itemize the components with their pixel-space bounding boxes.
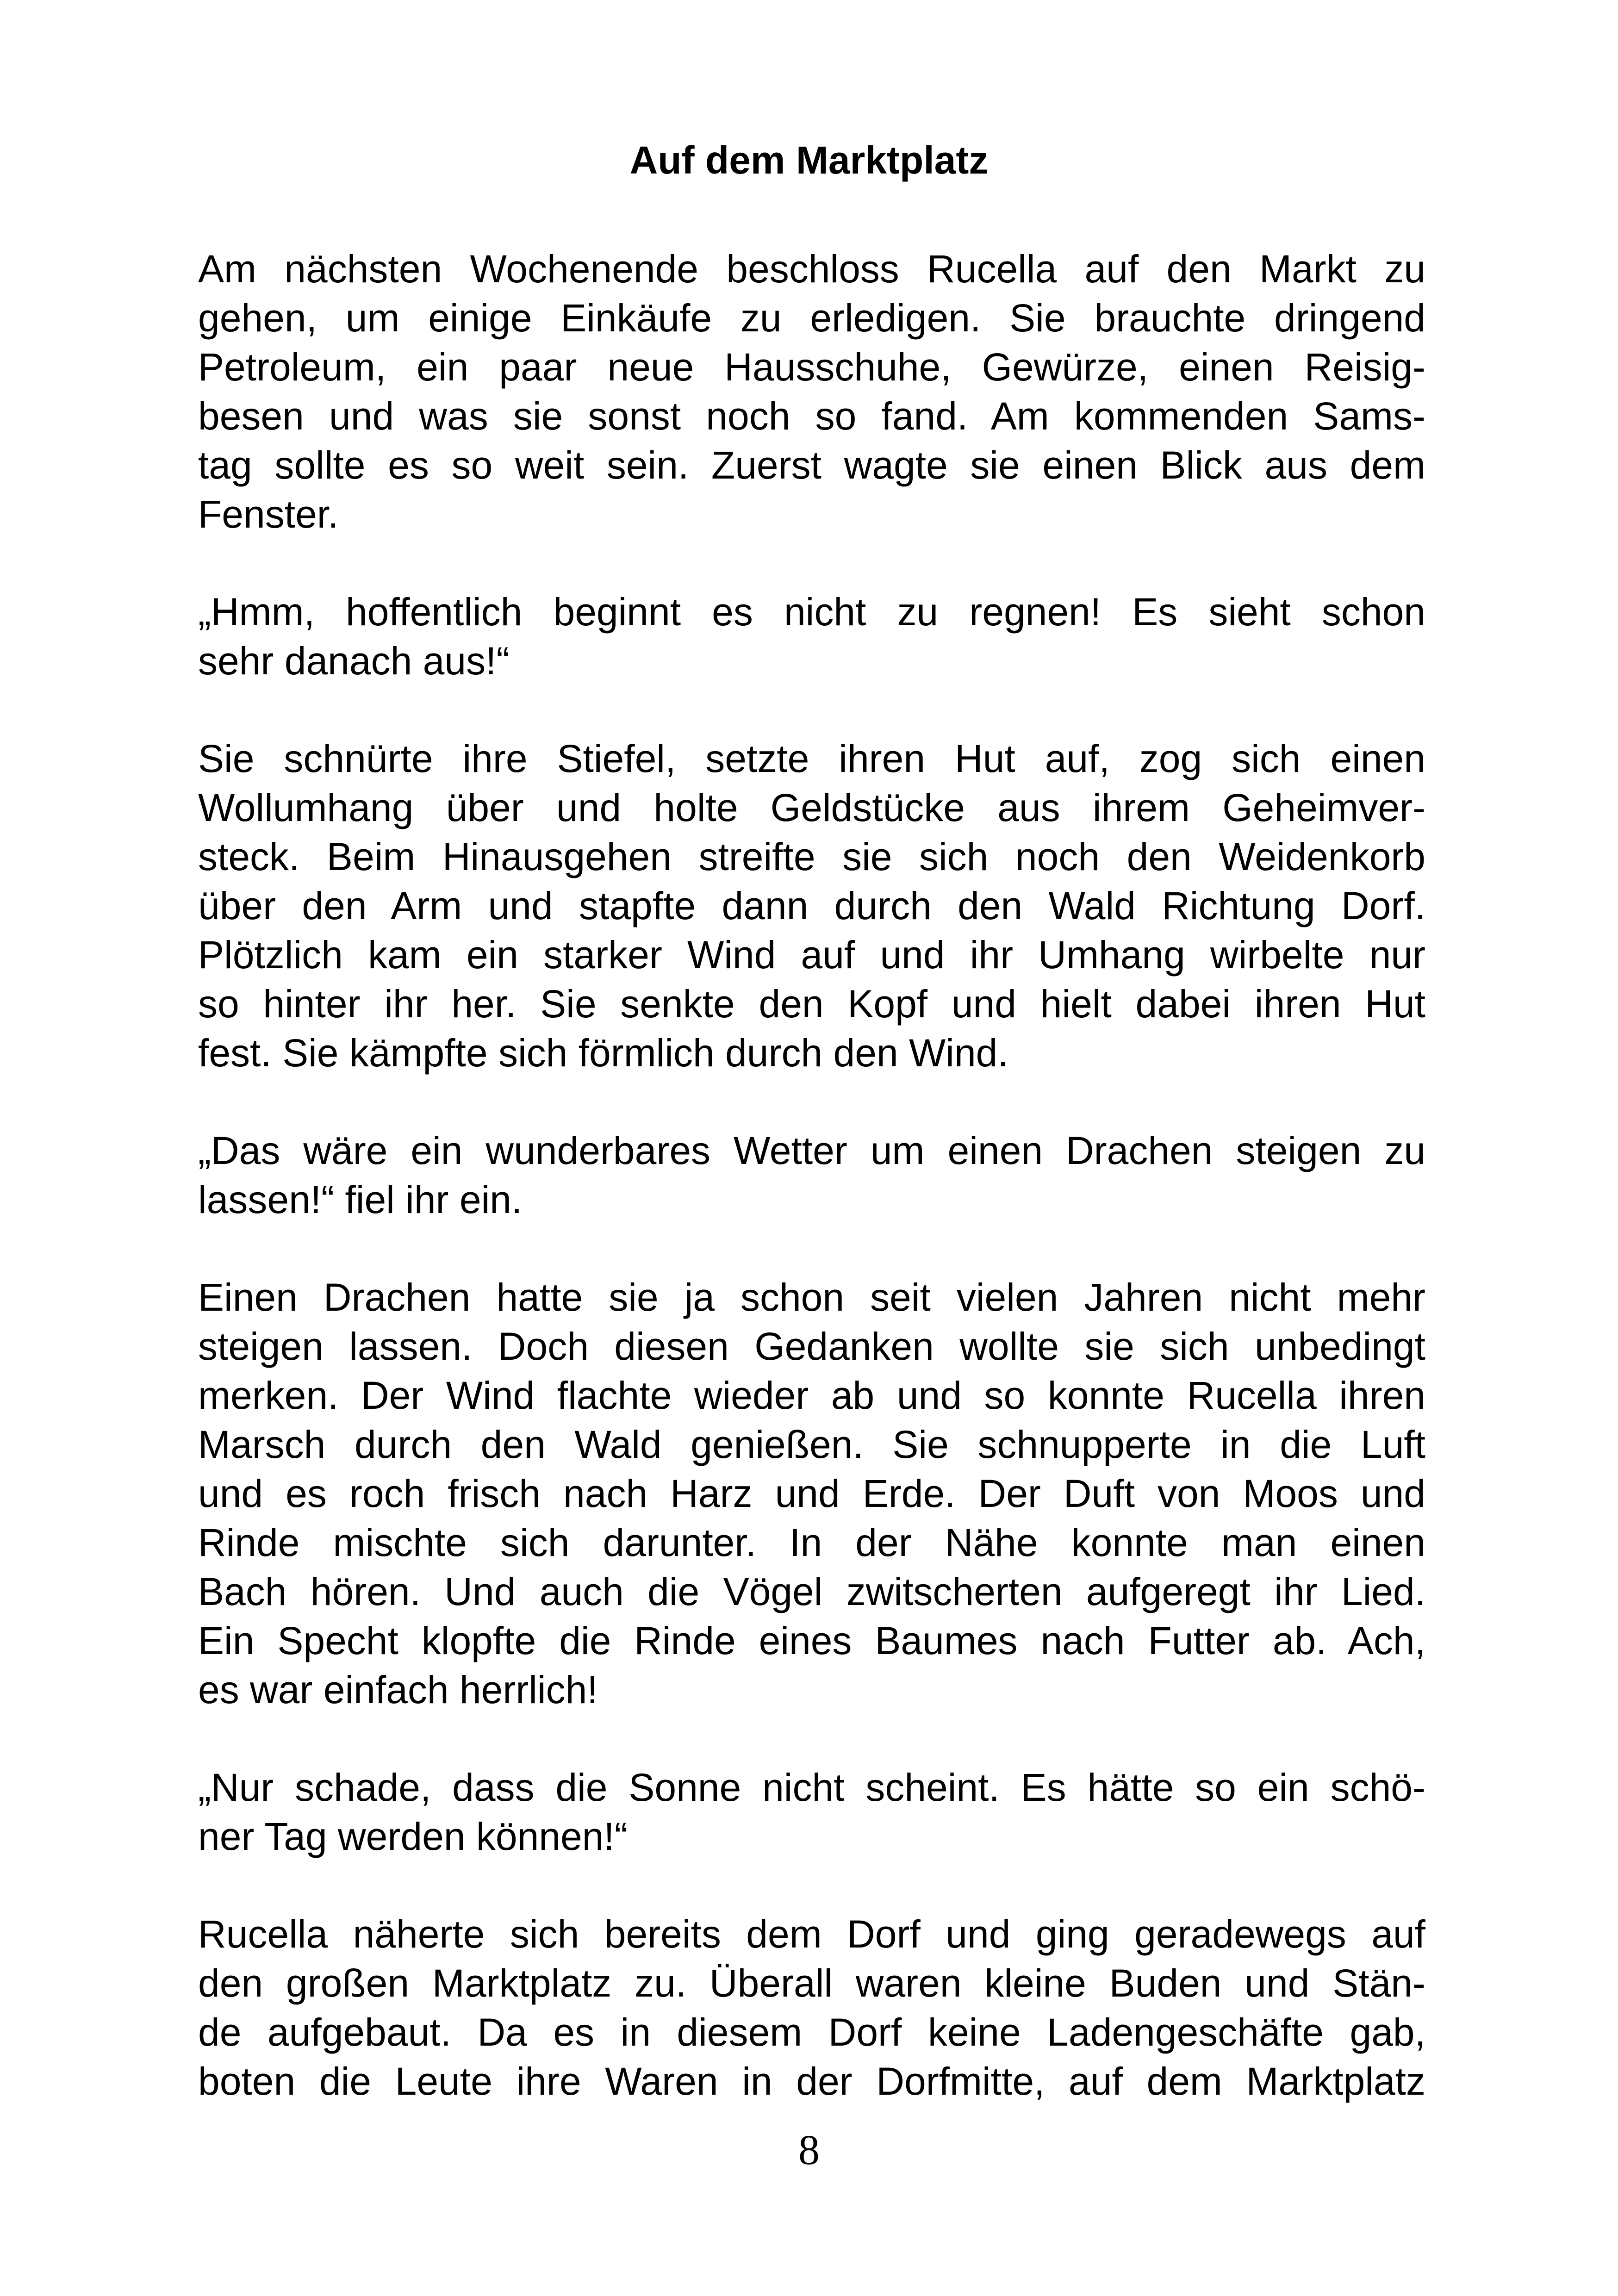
text-line: Bach hören. Und auch die Vögel zwitscherten aufgeregt ihr Lied.	[198, 1570, 1425, 1613]
text-line: sehr danach aus!“	[198, 639, 510, 683]
chapter-body	[198, 244, 1425, 2154]
text-line: steigen lassen. Doch diesen Gedanken wollte sie sich unbedingt	[198, 1325, 1425, 1368]
text-line: boten die Leute ihre Waren in der Dorfmitte, auf dem Marktplatz	[198, 2060, 1425, 2103]
paragraph	[198, 1273, 1425, 1714]
paragraph	[198, 1763, 1425, 1861]
text-line: Marsch durch den Wald genießen. Sie schnupperte in die Luft	[198, 1423, 1425, 1466]
text-line: und es roch frisch nach Harz und Erde. Der Duft von Moos und	[198, 1472, 1425, 1515]
paragraph	[198, 587, 1425, 685]
text-line: „Hmm, hoffentlich beginnt es nicht zu regnen! Es sieht schon	[198, 590, 1425, 634]
paragraph	[198, 244, 1425, 539]
page-number: 8	[798, 2126, 820, 2173]
text-line: so hinter ihr her. Sie senkte den Kopf und hielt dabei ihren Hut	[198, 982, 1425, 1026]
text-line: besen und was sie sonst noch so fand. Am kommenden Sams-	[198, 394, 1425, 438]
paragraph	[198, 1910, 1425, 2106]
text-line: „Nur schade, dass die Sonne nicht scheint. Es hätte so ein schö-	[198, 1766, 1425, 1809]
text-line: gehen, um einige Einkäufe zu erledigen. Sie brauchte dringend	[198, 296, 1425, 340]
text-line: Am nächsten Wochenende beschloss Rucella auf den Markt zu	[198, 247, 1425, 291]
text-line: Fenster.	[198, 492, 339, 536]
paragraph	[198, 734, 1425, 1077]
text-line: Rinde mischte sich darunter. In der Nähe konnte man einen	[198, 1521, 1425, 1564]
paragraph	[198, 1126, 1425, 1224]
text-line: über den Arm und stapfte dann durch den Wald Richtung Dorf.	[198, 884, 1425, 927]
text-line: „Das wäre ein wunderbares Wetter um einen Drachen steigen zu	[198, 1129, 1425, 1172]
text-line: tag sollte es so weit sein. Zuerst wagte sie einen Blick aus dem	[198, 443, 1425, 487]
text-line: de aufgebaut. Da es in diesem Dorf keine Ladengeschäfte gab,	[198, 2010, 1425, 2054]
text-line: Petroleum, ein paar neue Hausschuhe, Gewürze, einen Reisig-	[198, 345, 1425, 389]
text-line: es war einfach herrlich!	[198, 1668, 598, 1711]
text-line: fest. Sie kämpfte sich förmlich durch den Wind.	[198, 1031, 1008, 1075]
text-line: Einen Drachen hatte sie ja schon seit vielen Jahren nicht mehr	[198, 1276, 1425, 1319]
text-line: steck. Beim Hinausgehen streifte sie sich noch den Weidenkorb	[198, 835, 1425, 878]
text-line: ner Tag werden können!“	[198, 1815, 628, 1858]
text-line: Rucella näherte sich bereits dem Dorf und ging geradewegs auf	[198, 1912, 1425, 1956]
text-line: lassen!“ fiel ihr ein.	[198, 1178, 523, 1221]
text-line: den großen Marktplatz zu. Überall waren kleine Buden und Stän-	[198, 1961, 1425, 2005]
chapter-title: Auf dem Marktplatz	[629, 138, 989, 182]
text-line: merken. Der Wind flachte wieder ab und so konnte Rucella ihren	[198, 1374, 1425, 1417]
text-line: Sie schnürte ihre Stiefel, setzte ihren Hut auf, zog sich einen	[198, 737, 1425, 780]
text-line: Plötzlich kam ein starker Wind auf und ihr Umhang wirbelte nur	[198, 933, 1425, 977]
text-line: Ein Specht klopfte die Rinde eines Baumes nach Futter ab. Ach,	[198, 1619, 1425, 1662]
text-line: Wollumhang über und holte Geldstücke aus ihrem Geheimver-	[198, 786, 1425, 829]
